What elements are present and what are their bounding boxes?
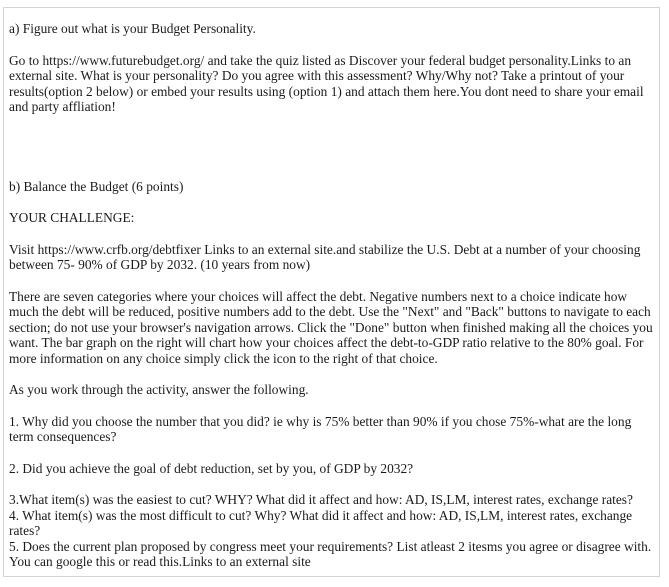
question-3: 3.What item(s) was the easiest to cut? WHY? What did it affect and how: AD, IS,LM, interest rates, exchange rates? [9, 492, 633, 507]
question-4: 4. What item(s) was the most difficult to cut? Why? What did it affect and how: AD, IS,LM, interest rates, exchange rates? [9, 507, 633, 538]
challenge-label: YOUR CHALLENGE: [9, 210, 135, 225]
assignment-document [3, 7, 660, 577]
question-2: 2. Did you achieve the goal of debt reduction, set by you, of GDP by 2032? [9, 460, 414, 476]
work-through-text: As you work through the activity, answer the following. [9, 382, 309, 397]
question-1: 1. Why did you choose the number that you did? ie why is 75% better than 90% if you chose 75%-what are the long term consequences? [9, 413, 632, 444]
categories-instructions: There are seven categories where your choices will affect the debt. Negative numbers next to a choice indicate how much the debt will be reduced, positive numbers add to the debt. Use the "Next" and "Back" buttons to navigate to each section; do not use your browser's navigation arrows. Click the "Done" button when finished making all the choices you want. The bar graph on the right will chart how your choices affect the debt-to-GDP ratio relative to the 80% goal. For more information on any choice simply click the icon to the right of that choice. [9, 288, 653, 366]
section-a-instructions: Go to https://www.futurebudget.org/ and take the quiz listed as Discover your federal budget personality.Links to an external site. What is your personality? Do you agree with this assessment? Why/Why not? Take a printout of your results(option 2 below) or embed your results using (option 1) and attach them here.You dont need to share your email and party affliation! [9, 52, 644, 114]
section-a-heading: a) Figure out what is your Budget Personality. [9, 21, 256, 36]
visit-instructions: Visit https://www.crfb.org/debtfixer Links to an external site.and stabilize the U.S. Debt at a number of your choosing between 75- 90% of GDP by 2032. (10 years from now) [9, 241, 641, 272]
document-body [9, 21, 653, 570]
question-5: 5. Does the current plan proposed by congress meet your requirements? List atleast 2 itesms you agree or disagree with. You can google this or read this.Links to an external site [9, 538, 652, 569]
section-b-heading: b) Balance the Budget (6 points) [9, 178, 184, 194]
